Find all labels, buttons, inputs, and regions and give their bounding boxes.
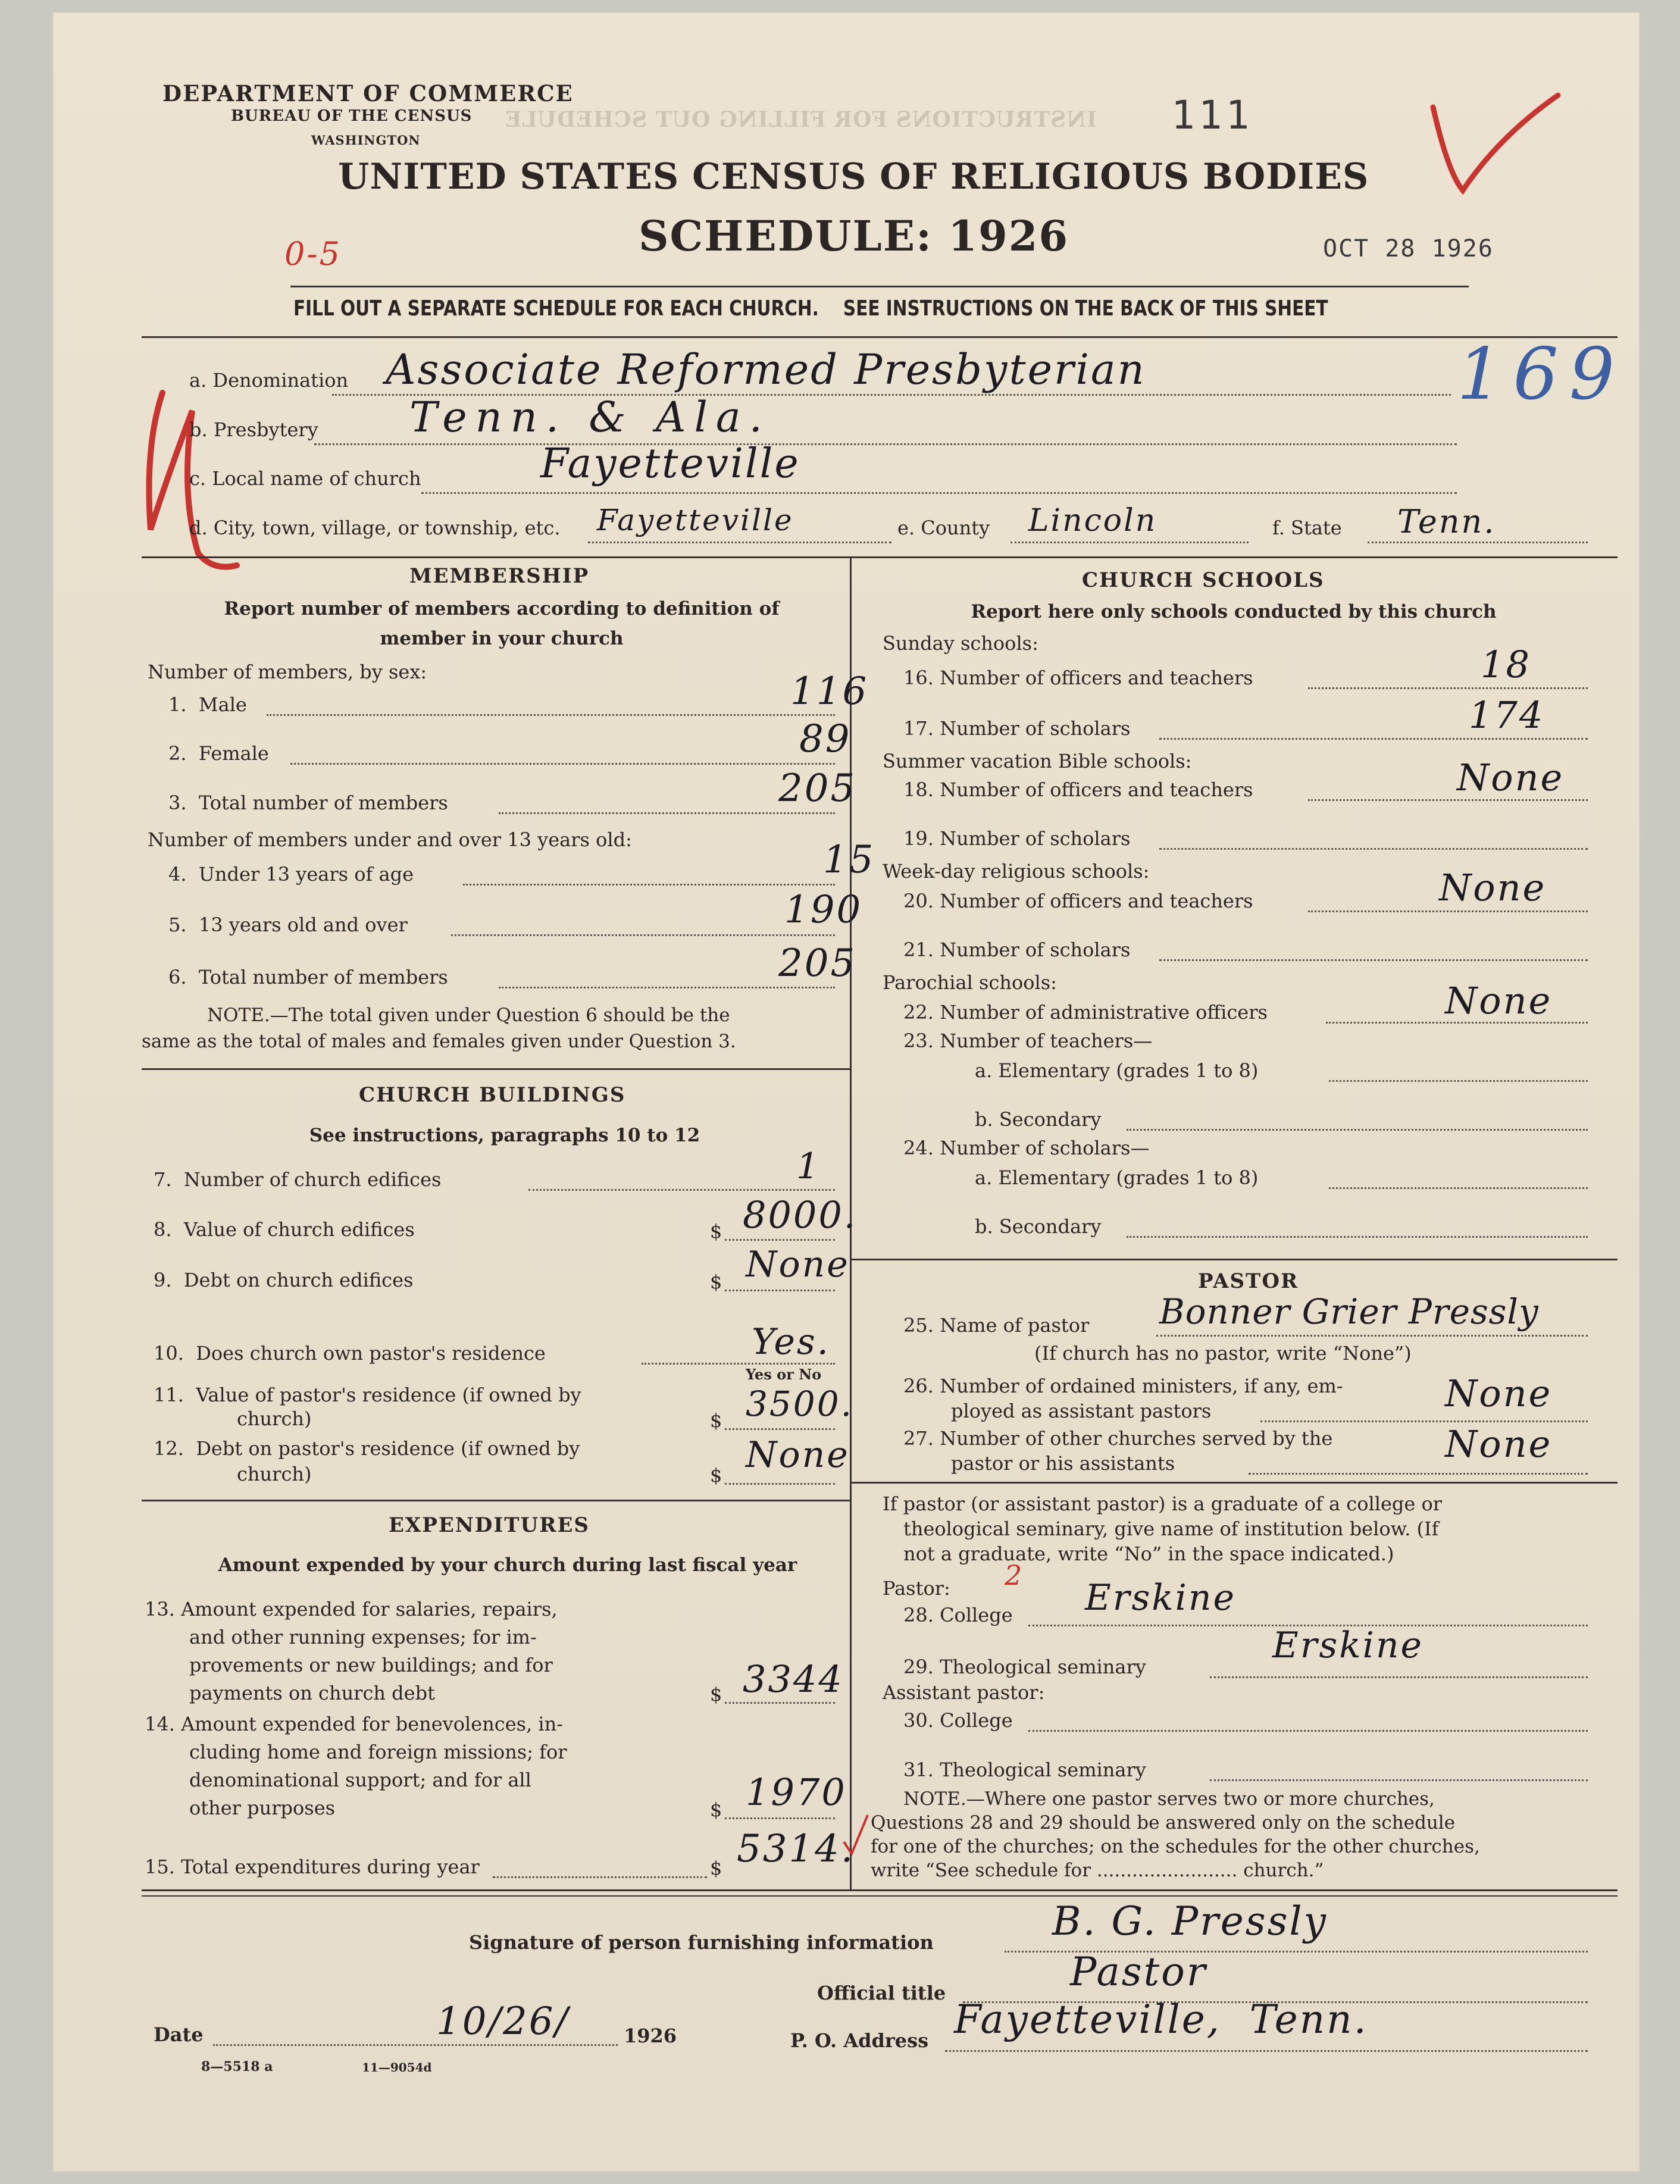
q15-dollar: $: [710, 1857, 722, 1879]
q25-label: 25. Name of pastor: [903, 1314, 1090, 1337]
q23a-label: a. Elementary (grades 1 to 8): [975, 1059, 1259, 1082]
q13-dollar: $: [710, 1683, 722, 1706]
q2-label: Female: [198, 742, 269, 765]
q8-dollar: $: [710, 1220, 722, 1243]
date-year: 1926: [624, 2025, 677, 2047]
denomination-value[interactable]: Associate Reformed Presbyterian: [386, 345, 1146, 394]
q3-number: 3.: [168, 791, 187, 814]
q4-label: Under 13 years of age: [198, 863, 414, 886]
q15-label: 15. Total expenditures during year: [145, 1856, 480, 1878]
presbytery-value[interactable]: Tenn. & Ala.: [409, 393, 771, 442]
membership-note-2: same as the total of males and females given under Question 3.: [142, 1031, 736, 1052]
q13-line-2: and other running expenses; for im-: [189, 1626, 537, 1648]
q11-label: Value of pastor's residence (if owned by: [196, 1384, 581, 1406]
state-value[interactable]: Tenn.: [1397, 503, 1496, 540]
q14-line-3: denominational support; and for all: [189, 1769, 531, 1791]
form-number: 8—5518 a: [201, 2059, 273, 2075]
schedule-year: SCHEDULE: 1926: [639, 211, 1069, 261]
q17-value[interactable]: 174: [1469, 693, 1545, 737]
bureau-city: WASHINGTON: [311, 133, 421, 148]
q20-label: 20. Number of officers and teachers: [903, 890, 1253, 912]
signature-value[interactable]: B. G. Pressly: [1052, 1898, 1328, 1944]
weekday-schools-label: Week-day religious schools:: [883, 860, 1150, 883]
q8-number: 8.: [154, 1218, 172, 1241]
pastor-note-1: NOTE.—Where one pastor serves two or more churches,: [903, 1788, 1435, 1810]
q8-label: Value of church edifices: [183, 1218, 415, 1241]
q27-label-1: 27. Number of other churches served by the: [903, 1427, 1333, 1450]
membership-heading: MEMBERSHIP: [409, 564, 590, 588]
graduate-instruction-2: theological seminary, give name of institution below. (If: [903, 1517, 1439, 1540]
q10-number: 10.: [154, 1342, 184, 1365]
q9-number: 9.: [154, 1269, 172, 1291]
assistant-pastor-subheading: Assistant pastor:: [883, 1681, 1045, 1704]
q1-number: 1.: [168, 693, 187, 716]
q28-value[interactable]: Erskine: [1085, 1577, 1236, 1619]
q13-line-3: provements or new buildings; and for: [189, 1654, 553, 1676]
county-label: e. County: [897, 517, 990, 539]
sunday-schools-label: Sunday schools:: [883, 632, 1038, 655]
q21-label: 21. Number of scholars: [903, 938, 1131, 961]
pastor-note-3: for one of the churches; on the schedules for the other churches,: [871, 1836, 1480, 1857]
q31-label: 31. Theological seminary: [903, 1759, 1146, 1781]
q23b-label: b. Secondary: [975, 1108, 1102, 1131]
date-value[interactable]: 10/26/: [436, 2000, 570, 2044]
po-address-label: P. O. Address: [790, 2029, 929, 2052]
q12-value[interactable]: None: [746, 1434, 850, 1476]
bleed-through-text: INSTRUCTIONS FOR FILLING OUT SCHEDULE: [505, 107, 1097, 132]
church-buildings-sub: See instructions, paragraphs 10 to 12: [309, 1125, 700, 1146]
q14-line-2: cluding home and foreign missions; for: [189, 1741, 567, 1763]
county-value[interactable]: Lincoln: [1028, 503, 1157, 539]
q11-value[interactable]: 3500.: [746, 1384, 854, 1424]
q2-value[interactable]: 89: [799, 717, 852, 761]
q1-value[interactable]: 116: [790, 669, 869, 714]
received-date-stamp: OCT 28 1926: [1323, 235, 1494, 262]
q3-value[interactable]: 205: [778, 766, 857, 811]
q14-line-4: other purposes: [189, 1797, 336, 1819]
q15-value[interactable]: 5314.: [737, 1827, 855, 1871]
q8-value[interactable]: 8000.: [743, 1193, 858, 1237]
q24a-label: a. Elementary (grades 1 to 8): [975, 1166, 1259, 1189]
pastor-note-2: Questions 28 and 29 should be answered only on the schedule: [871, 1812, 1456, 1833]
q11-dollar: $: [710, 1409, 722, 1432]
red-checkmark: [1421, 83, 1576, 208]
expenditures-heading: EXPENDITURES: [389, 1513, 590, 1537]
q2-number: 2.: [168, 742, 187, 765]
q13-line-4: payments on church debt: [189, 1682, 435, 1704]
q11-number: 11.: [154, 1384, 184, 1406]
q24-label: 24. Number of scholars—: [903, 1137, 1150, 1159]
q20-value[interactable]: None: [1439, 866, 1547, 909]
q30-label: 30. College: [903, 1709, 1013, 1732]
print-number: 11—9054d: [362, 2060, 432, 2075]
q13-value[interactable]: 3344: [743, 1657, 844, 1701]
q12-dollar: $: [710, 1464, 722, 1487]
q9-dollar: $: [710, 1271, 722, 1293]
q18-value[interactable]: None: [1457, 756, 1565, 799]
official-title-label: Official title: [817, 1982, 946, 2004]
q18-label: 18. Number of officers and teachers: [903, 778, 1253, 801]
city-label: d. City, town, village, or township, etc.: [189, 517, 561, 539]
q10-value[interactable]: Yes.: [752, 1321, 830, 1363]
church-schools-heading: CHURCH SCHOOLS: [1082, 568, 1325, 592]
red-code-mark: 0-5: [284, 235, 342, 273]
q4-value[interactable]: 15: [823, 838, 875, 882]
city-value[interactable]: Fayetteville: [597, 503, 794, 537]
q14-line-1: 14. Amount expended for benevolences, in-: [145, 1713, 564, 1735]
yes-or-no-hint: Yes or No: [746, 1366, 822, 1383]
q6-number: 6.: [168, 966, 187, 988]
po-address-value[interactable]: Fayetteville, Tenn.: [954, 1997, 1368, 2042]
q6-value[interactable]: 205: [778, 941, 857, 985]
parochial-schools-label: Parochial schools:: [883, 971, 1057, 994]
q14-value[interactable]: 1970: [746, 1770, 847, 1814]
red-pastor-mark: 2: [1005, 1559, 1024, 1591]
q7-label: Number of church edifices: [183, 1168, 442, 1191]
q4-number: 4.: [168, 863, 187, 886]
graduate-instruction-3: not a graduate, write “No” in the space indicated.): [903, 1542, 1394, 1565]
pastor-note-4: write “See schedule for ........................ church.”: [871, 1860, 1324, 1881]
pastor-subheading: Pastor:: [883, 1577, 950, 1600]
q7-number: 7.: [154, 1168, 172, 1191]
q9-value[interactable]: None: [746, 1244, 850, 1285]
q29-value[interactable]: Erskine: [1272, 1625, 1424, 1666]
summer-schools-label: Summer vacation Bible schools:: [883, 750, 1192, 772]
q5-label: 13 years old and over: [198, 913, 408, 936]
q25-value[interactable]: Bonner Grier Pressly: [1159, 1291, 1539, 1332]
q27-value[interactable]: None: [1445, 1422, 1553, 1466]
q5-value[interactable]: 190: [784, 888, 863, 932]
q13-line-1: 13. Amount expended for salaries, repairs,: [145, 1598, 558, 1620]
q12-label-2: church): [237, 1463, 312, 1485]
form-title: UNITED STATES CENSUS OF RELIGIOUS BODIES: [338, 156, 1369, 198]
members-by-age-label: Number of members under and over 13 years old:: [148, 828, 632, 851]
expenditures-sub: Amount expended by your church during last fiscal year: [218, 1554, 797, 1576]
denomination-label: a. Denomination: [189, 369, 349, 392]
bureau-name: BUREAU OF THE CENSUS: [231, 107, 473, 125]
state-label: f. State: [1272, 517, 1342, 539]
blue-code-mark: 169: [1457, 333, 1626, 416]
membership-intro-1: Report number of members according to definition of: [224, 598, 780, 619]
q7-value[interactable]: 1: [796, 1146, 821, 1187]
q5-number: 5.: [168, 913, 187, 936]
q12-label: Debt on pastor's residence (if owned by: [196, 1437, 580, 1460]
department-name: DEPARTMENT OF COMMERCE: [162, 80, 574, 107]
q29-label: 29. Theological seminary: [903, 1656, 1146, 1678]
q26-label-2: ployed as assistant pastors: [951, 1400, 1212, 1422]
q12-number: 12.: [154, 1437, 184, 1460]
graduate-instruction-1: If pastor (or assistant pastor) is a graduate of a college or: [883, 1492, 1443, 1515]
members-by-sex-label: Number of members, by sex:: [148, 661, 427, 683]
date-label: Date: [154, 2023, 204, 2046]
q17-label: 17. Number of scholars: [903, 717, 1131, 740]
membership-note-1: NOTE.—The total given under Question 6 should be the: [207, 1005, 730, 1026]
official-title-value[interactable]: Pastor: [1070, 1949, 1207, 1995]
church-schools-sub: Report here only schools conducted by this church: [971, 601, 1497, 622]
red-tick-mark: [841, 1812, 871, 1860]
q26-value[interactable]: None: [1445, 1372, 1553, 1415]
census-schedule-sheet: [52, 12, 1640, 2172]
q26-label-1: 26. Number of ordained ministers, if any, em-: [903, 1375, 1343, 1397]
q14-dollar: $: [710, 1798, 722, 1821]
local-name-label: c. Local name of church: [189, 467, 421, 490]
separate-schedule-instruction: FILL OUT A SEPARATE SCHEDULE FOR EACH CHURCH. SEE INSTRUCTIONS ON THE BACK OF THIS SHEET: [293, 296, 1328, 321]
presbytery-label: b. Presbytery: [189, 418, 318, 441]
q10-label: Does church own pastor's residence: [196, 1342, 546, 1365]
local-name-value[interactable]: Fayetteville: [540, 440, 800, 487]
signature-label: Signature of person furnishing information: [469, 1931, 934, 1954]
q28-label: 28. College: [903, 1604, 1013, 1626]
q24b-label: b. Secondary: [975, 1215, 1102, 1238]
q1-label: Male: [198, 693, 247, 716]
q16-value[interactable]: 18: [1481, 643, 1531, 686]
q22-value[interactable]: None: [1445, 979, 1553, 1022]
q19-label: 19. Number of scholars: [903, 827, 1131, 850]
q25-note: (If church has no pastor, write “None”): [1034, 1342, 1412, 1365]
church-buildings-heading: CHURCH BUILDINGS: [359, 1083, 626, 1107]
q9-label: Debt on church edifices: [183, 1269, 414, 1291]
membership-intro-2: member in your church: [380, 628, 624, 649]
q6-label: Total number of members: [198, 966, 448, 988]
q23-label: 23. Number of teachers—: [903, 1030, 1153, 1052]
q22-label: 22. Number of administrative officers: [903, 1001, 1268, 1024]
pastor-heading: PASTOR: [1198, 1269, 1299, 1293]
serial-number-stamp: 111: [1171, 92, 1253, 138]
q16-label: 16. Number of officers and teachers: [903, 667, 1253, 689]
q27-label-2: pastor or his assistants: [951, 1452, 1175, 1475]
q3-label: Total number of members: [198, 791, 448, 814]
q11-label-2: church): [237, 1407, 312, 1430]
